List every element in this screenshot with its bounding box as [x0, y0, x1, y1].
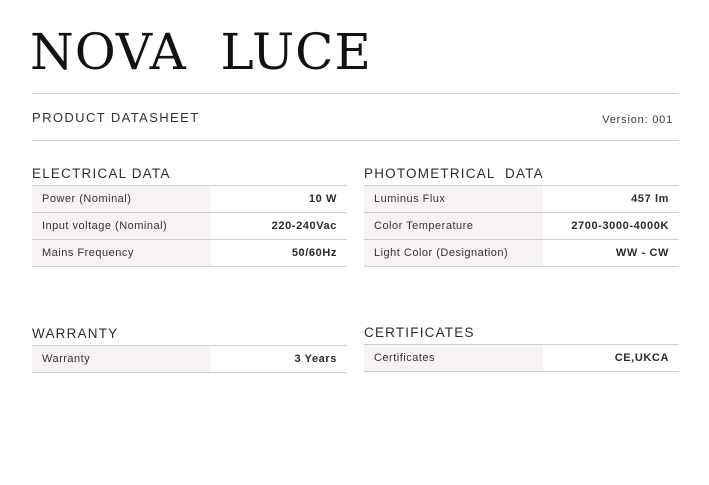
document-title: PRODUCT DATASHEET — [32, 110, 200, 125]
row-value: 3 Years — [294, 353, 337, 365]
table-row — [32, 213, 347, 240]
electrical-data-section — [32, 164, 347, 267]
photometrical-data-section — [364, 164, 679, 267]
table-row — [364, 186, 679, 213]
table-row — [32, 346, 347, 373]
row-value: 10 W — [308, 193, 337, 205]
table-row — [32, 186, 347, 213]
header-divider-top — [32, 93, 679, 94]
section-title: PHOTOMETRICAL DATA — [364, 166, 544, 181]
table-row — [364, 240, 679, 267]
row-label: Color Temperature — [364, 213, 543, 239]
table-row — [364, 345, 679, 372]
row-value: CE,UKCA — [614, 352, 669, 364]
section-title: ELECTRICAL DATA — [32, 166, 171, 181]
warranty-table — [32, 345, 347, 373]
section-title: CERTIFICATES — [364, 325, 475, 340]
warranty-section — [32, 324, 347, 373]
row-value: WW - CW — [615, 247, 669, 259]
row-label: Certificates — [364, 345, 543, 371]
row-label: Power (Nominal) — [32, 186, 211, 212]
photometrical-data-table — [364, 185, 679, 267]
table-row — [32, 240, 347, 267]
row-value: 220-240Vac — [271, 220, 337, 232]
row-label: Input voltage (Nominal) — [32, 213, 211, 239]
row-value: 50/60Hz — [291, 247, 337, 259]
header-divider-bottom — [32, 140, 679, 141]
certificates-section — [364, 323, 679, 372]
certificates-table — [364, 344, 679, 372]
row-label: Mains Frequency — [32, 240, 211, 266]
row-value: 457 lm — [631, 193, 669, 205]
row-label: Light Color (Designation) — [364, 240, 543, 266]
electrical-data-table — [32, 185, 347, 267]
row-value: 2700-3000-4000K — [571, 220, 669, 232]
table-row — [364, 213, 679, 240]
row-label: Warranty — [32, 346, 211, 372]
row-label: Luminus Flux — [364, 186, 543, 212]
version-label: Version: 001 — [602, 114, 673, 126]
brand-logo: NOVA LUCE — [30, 23, 372, 81]
section-title: WARRANTY — [32, 326, 119, 341]
